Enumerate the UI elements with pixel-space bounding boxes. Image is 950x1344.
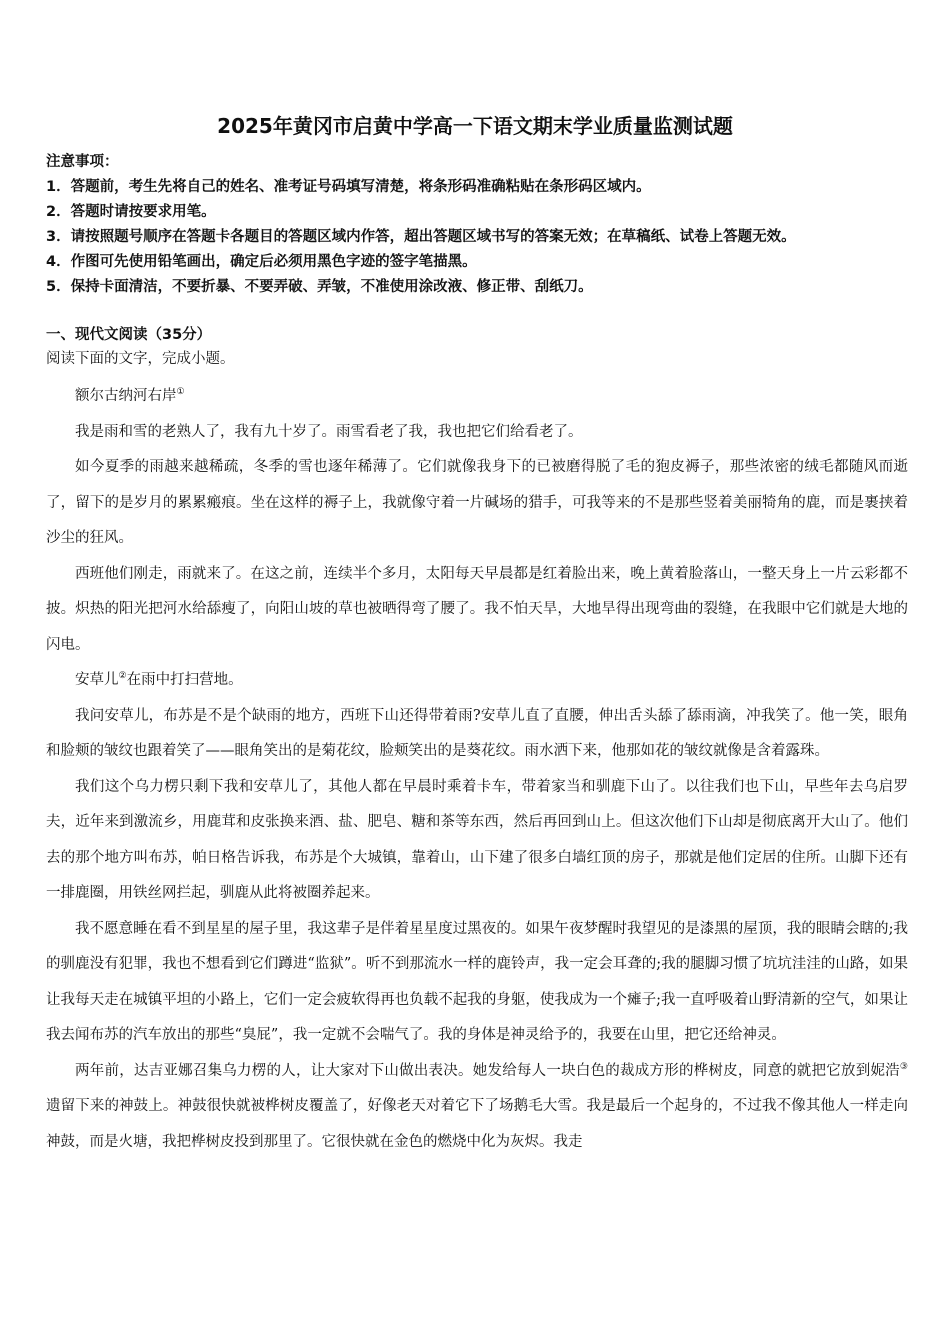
footnote-marker: ③: [899, 1061, 908, 1072]
article-heading-text: 额尔古纳河右岸: [75, 388, 177, 404]
notes-list: [46, 176, 916, 301]
article-paragraph: 我们这个乌力楞只剩下我和安草儿了，其他人都在早晨时乘着卡车，带着家当和驯鹿下山了。以往我们也下山，早些年去乌启罗夫，近年来到激流乡，用鹿茸和皮张换来酒、盐、肥皂、糖和茶等东西，然后再回到山上。但这次他们下山却是彻底离开大山了。他们去的那个地方叫布苏，帕日格告诉我，布苏是个大城镇，靠着山，山下建了很多白墙红顶的房子，那就是他们定居的住所。山脚下还有一排鹿圈，用铁丝网拦起，驯鹿从此将被圈养起来。: [46, 778, 908, 901]
note-item: 4．作图可先使用铅笔画出，确定后必须用黑色字迹的签字笔描黑。: [46, 254, 477, 270]
article-paragraph: 我不愿意睡在看不到星星的屋子里，我这辈子是伴着星星度过黑夜的。如果午夜梦醒时我望见的是漆黑的屋顶，我的眼睛会瞎的;我的驯鹿没有犯罪，我也不想看到它们蹲进“监狱”。听不到那流水一样的鹿铃声，我一定会耳聋的;我的腿脚习惯了坑坑洼洼的山路，如果让我每天走在城镇平坦的小路上，它们一定会疲软得再也负载不起我的身躯，使我成为一个瘫子;我一直呼吸着山野清新的空气，如果让我去闻布苏的汽车放出的那些“臭屁”，我一定就不会喘气了。我的身体是神灵给予的，我要在山里，把它还给神灵。: [46, 920, 908, 1043]
article-paragraph: 西班他们刚走，雨就来了。在这之前，连续半个多月，太阳每天早晨都是红着脸出来，晚上黄着脸落山，一整天身上一片云彩都不披。炽热的阳光把河水给舔瘦了，向阳山坡的草也被晒得弯了腰了。我不怕天旱，大地旱得出现弯曲的裂缝，在我眼中它们就是大地的闪电。: [46, 565, 908, 653]
article-paragraph: 我问安草儿，布苏是不是个缺雨的地方，西班下山还得带着雨?安草儿直了直腰，伸出舌头舔了舔雨滴，冲我笑了。他一笑，眼角和脸颊的皱纹也跟着笑了——眼角笑出的是菊花纹，脸颊笑出的是葵花纹。雨水洒下来，他那如花的皱纹就像是含着露珠。: [46, 707, 908, 759]
article-paragraph: 我是雨和雪的老熟人了，我有九十岁了。雨雪看老了我，我也把它们给看老了。: [75, 423, 583, 440]
footnote-marker: ②: [118, 671, 127, 682]
note-item: 2．答题时请按要求用笔。: [46, 204, 216, 220]
article-heading: [46, 379, 908, 415]
paragraph-text: 两年前，达吉亚娜召集乌力楞的人，让大家对下山做出表决。她发给每人一块白色的裁成方形的桦树皮，同意的就把它放到妮浩: [75, 1062, 900, 1079]
paragraph-text: 遗留下来的神鼓上。神鼓很快就被桦树皮覆盖了，好像老天对着它下了场鹅毛大雪。我是最后一个起身的，不过我不像其他人一样走向神鼓，而是火塘，我把桦树皮投到那里了。它很快就在金色的燃烧中化为灰烬。我走: [46, 1098, 908, 1150]
section-title: 一、现代文阅读（35分）: [46, 327, 212, 343]
reading-article: [46, 379, 908, 1160]
note-item: 5．保持卡面清洁，不要折暴、不要弄破、弄皱，不准使用涂改液、修正带、刮纸刀。: [46, 279, 593, 295]
paragraph-text: 安草儿: [75, 672, 119, 688]
footnote-marker: ①: [176, 387, 185, 398]
article-paragraph: [46, 663, 908, 699]
article-paragraph: 如今夏季的雨越来越稀疏，冬季的雪也逐年稀薄了。它们就像我身下的已被磨得脱了毛的狍皮褥子，那些浓密的绒毛都随风而逝了，留下的是岁月的累累瘢痕。坐在这样的褥子上，我就像守着一片碱场的猎手，可我等来的不是那些竖着美丽犄角的鹿，而是裹挟着沙尘的狂风。: [46, 459, 908, 546]
section-instruction: 阅读下面的文字，完成小题。: [46, 351, 235, 367]
exam-title: 2025年黄冈市启黄中学高一下语文期末学业质量监测试题: [217, 114, 733, 138]
article-paragraph: [46, 1054, 908, 1161]
note-item: 1．答题前，考生先将自己的姓名、准考证号码填写清楚，将条形码准确粘贴在条形码区域内。: [46, 179, 651, 195]
paragraph-text: 在雨中打扫营地。: [126, 672, 243, 688]
note-item: 3．请按照题号顺序在答题卡各题目的答题区域内作答，超出答题区域书写的答案无效；在草稿纸、试卷上答题无效。: [46, 229, 796, 245]
notes-heading: 注意事项：: [46, 154, 119, 170]
